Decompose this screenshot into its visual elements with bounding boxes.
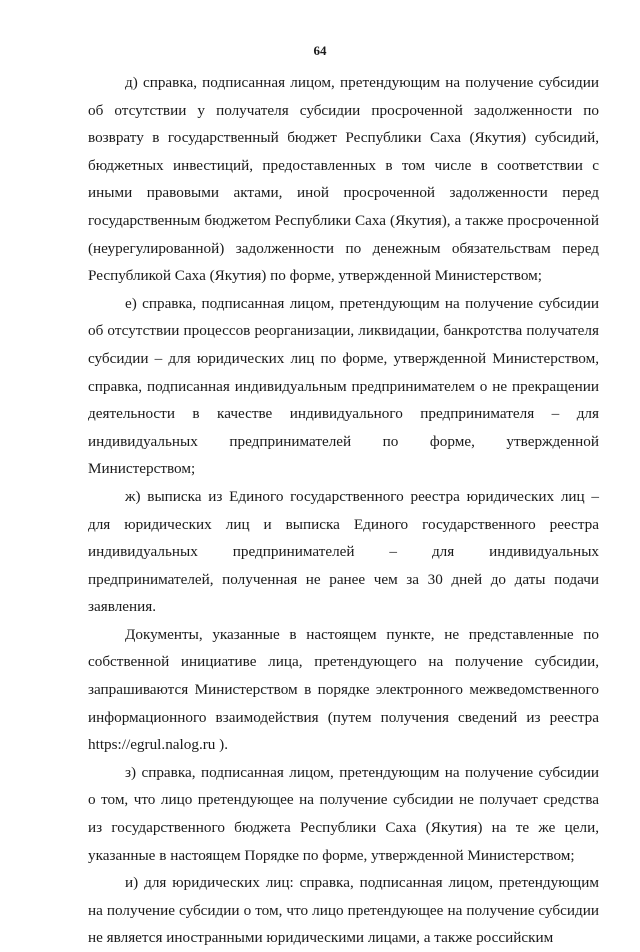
page-number: 64 xyxy=(313,43,327,58)
paragraph-z: з) справка, подписанная лицом, претендующим на получение субсидии о том, что лицо претендующее на получение субсидии не получает средства из государственного бюджета Республики Саха (Якутия) на те же цели, указанные в настоящем Порядке по форме, утвержденной Министерством; xyxy=(88,763,599,864)
paragraph-documents-note: Документы, указанные в настоящем пункте, не представленные по собственной инициативе лица, претендующего на получение субсидии, запрашиваются Министерством в порядке электронного межведомственного информационного взаимодействия (путем получения сведений из реестра https://egrul.nalog.ru ). xyxy=(88,625,599,754)
paragraph-d: д) справка, подписанная лицом, претендующим на получение субсидии об отсутствии у получателя субсидии просроченной задолженности по возврату в государственный бюджет Республики Саха (Якутия) субсидий, бюджетных инвестиций, предоставленных в том числе в соответствии с иными правовыми актами, иной просроченной задолженности перед государственным бюджетом Республики Саха (Якутия), а также просроченной (неурегулированной) задолженности по денежным обязательствам перед Республикой Саха (Якутия) по форме, утвержденной Министерством; xyxy=(88,74,599,285)
paragraph-i: и) для юридических лиц: справка, подписанная лицом, претендующим на получение субсидии о том, что лицо претендующее на получение субсидии не является иностранными юридическими лицами, а также российским xyxy=(88,874,599,947)
paragraph-zh: ж) выписка из Единого государственного реестра юридических лиц – для юридических лиц и выписка Единого государственного реестра индивидуальных предпринимателей – для индивидуальных предпринимателей, полученная не ранее чем за 30 дней до даты подачи заявления. xyxy=(88,487,599,616)
document-body xyxy=(88,69,599,952)
paragraph-e: е) справка, подписанная лицом, претендующим на получение субсидии об отсутствии процессов реорганизации, ликвидации, банкротства получателя субсидии – для юридических лиц по форме, утвержденной Министерством, справка, подписанная индивидуальным предпринимателем о не прекращении деятельности в качестве индивидуального предпринимателя – для индивидуальных предпринимателей по форме, утвержденной Министерством; xyxy=(88,294,599,478)
